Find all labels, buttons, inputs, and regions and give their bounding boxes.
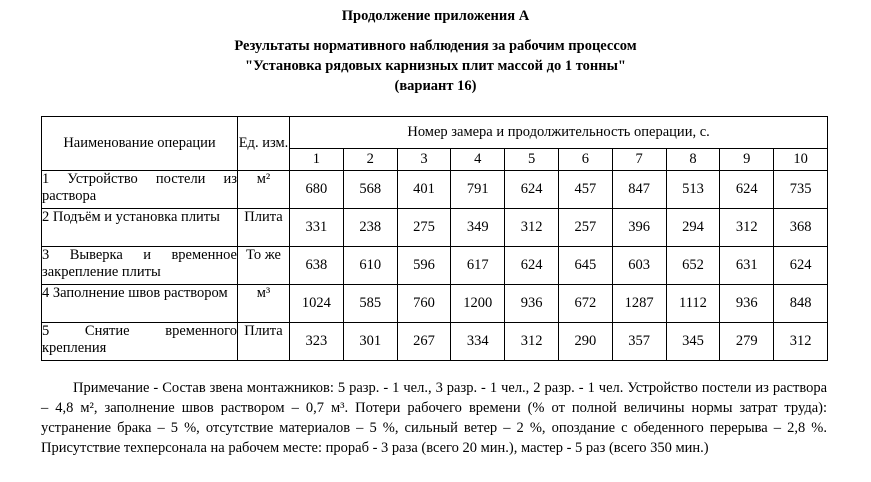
table-row bbox=[42, 323, 828, 361]
duration-value: 312 bbox=[505, 209, 559, 247]
duration-value: 267 bbox=[397, 323, 451, 361]
duration-value: 624 bbox=[774, 247, 828, 285]
duration-value: 848 bbox=[774, 285, 828, 323]
duration-value: 312 bbox=[505, 323, 559, 361]
duration-value: 457 bbox=[558, 171, 612, 209]
table-row bbox=[42, 209, 828, 247]
duration-value: 1200 bbox=[451, 285, 505, 323]
duration-value: 936 bbox=[720, 285, 774, 323]
table-row bbox=[42, 285, 828, 323]
duration-value: 680 bbox=[290, 171, 344, 209]
duration-value: 312 bbox=[774, 323, 828, 361]
duration-value: 368 bbox=[774, 209, 828, 247]
duration-value: 294 bbox=[666, 209, 720, 247]
operation-unit: м² bbox=[238, 171, 290, 209]
measure-number-4: 4 bbox=[451, 149, 505, 171]
duration-value: 672 bbox=[558, 285, 612, 323]
duration-value: 791 bbox=[451, 171, 505, 209]
title-line-3: (вариант 16) bbox=[394, 78, 477, 94]
appendix-title: Продолжение приложения А bbox=[341, 8, 530, 24]
duration-value: 1287 bbox=[612, 285, 666, 323]
title-line-1: Результаты нормативного наблюдения за рабочим процессом bbox=[234, 38, 637, 54]
duration-value: 1024 bbox=[290, 285, 344, 323]
operation-unit: Плита bbox=[238, 323, 290, 361]
duration-value: 610 bbox=[343, 247, 397, 285]
duration-value: 323 bbox=[290, 323, 344, 361]
duration-value: 513 bbox=[666, 171, 720, 209]
operation-unit: Плита bbox=[238, 209, 290, 247]
duration-value: 312 bbox=[720, 209, 774, 247]
observation-table bbox=[41, 116, 828, 361]
operation-name: 5 Снятие временного крепления bbox=[42, 323, 238, 361]
duration-value: 345 bbox=[666, 323, 720, 361]
duration-value: 617 bbox=[451, 247, 505, 285]
operation-unit: То же bbox=[238, 247, 290, 285]
operation-name: 1 Устройство постели из раствора bbox=[42, 171, 238, 209]
duration-value: 396 bbox=[612, 209, 666, 247]
duration-value: 290 bbox=[558, 323, 612, 361]
table-row bbox=[42, 247, 828, 285]
header-measurement: Номер замера и продолжительность операции, с. bbox=[290, 117, 828, 149]
measure-number-5: 5 bbox=[505, 149, 559, 171]
measure-number-8: 8 bbox=[666, 149, 720, 171]
duration-value: 847 bbox=[612, 171, 666, 209]
duration-value: 624 bbox=[720, 171, 774, 209]
duration-value: 334 bbox=[451, 323, 505, 361]
duration-value: 638 bbox=[290, 247, 344, 285]
table-row bbox=[42, 171, 828, 209]
header-operation-name: Наименование операции bbox=[42, 117, 238, 171]
duration-value: 331 bbox=[290, 209, 344, 247]
duration-value: 301 bbox=[343, 323, 397, 361]
duration-value: 1112 bbox=[666, 285, 720, 323]
duration-value: 760 bbox=[397, 285, 451, 323]
duration-value: 585 bbox=[343, 285, 397, 323]
measure-number-6: 6 bbox=[558, 149, 612, 171]
title-line-2: "Установка рядовых карнизных плит массой до 1 тонны" bbox=[245, 58, 626, 74]
duration-value: 596 bbox=[397, 247, 451, 285]
measure-number-7: 7 bbox=[612, 149, 666, 171]
measure-number-1: 1 bbox=[290, 149, 344, 171]
duration-value: 401 bbox=[397, 171, 451, 209]
duration-value: 238 bbox=[343, 209, 397, 247]
operation-name: 4 Заполнение швов раствором bbox=[42, 285, 238, 323]
duration-value: 349 bbox=[451, 209, 505, 247]
operation-unit: м³ bbox=[238, 285, 290, 323]
duration-value: 279 bbox=[720, 323, 774, 361]
duration-value: 257 bbox=[558, 209, 612, 247]
header-unit: Ед. изм. bbox=[238, 117, 290, 171]
operation-name: 2 Подъём и установка плиты bbox=[42, 209, 238, 247]
duration-value: 603 bbox=[612, 247, 666, 285]
duration-value: 631 bbox=[720, 247, 774, 285]
measure-number-3: 3 bbox=[397, 149, 451, 171]
measure-number-2: 2 bbox=[343, 149, 397, 171]
duration-value: 624 bbox=[505, 247, 559, 285]
duration-value: 275 bbox=[397, 209, 451, 247]
operation-name: 3 Выверка и временное закрепление плиты bbox=[42, 247, 238, 285]
duration-value: 645 bbox=[558, 247, 612, 285]
measure-number-10: 10 bbox=[774, 149, 828, 171]
duration-value: 735 bbox=[774, 171, 828, 209]
measure-number-9: 9 bbox=[720, 149, 774, 171]
duration-value: 568 bbox=[343, 171, 397, 209]
note-text: Примечание - Состав звена монтажников: 5 разр. - 1 чел., 3 разр. - 1 чел., 2 разр. - 1 чел. Устройство постели из раствора – 4,8 м², заполнение швов раствором – 0,7 м³. Потери рабочего времени (% от полной величины нормы затрат труда): устранение брака – 5 %, отсутствие материалов – 5 %, сильный ветер – 2 %, опоздание с обеденного перерыва – 2,8 %. Присутствие техперсонала на рабочем месте: прораб - 3 раза (всего 20 мин.), мастер - 5 раз (всего 350 мин.) bbox=[41, 380, 827, 456]
duration-value: 624 bbox=[505, 171, 559, 209]
duration-value: 936 bbox=[505, 285, 559, 323]
duration-value: 357 bbox=[612, 323, 666, 361]
duration-value: 652 bbox=[666, 247, 720, 285]
